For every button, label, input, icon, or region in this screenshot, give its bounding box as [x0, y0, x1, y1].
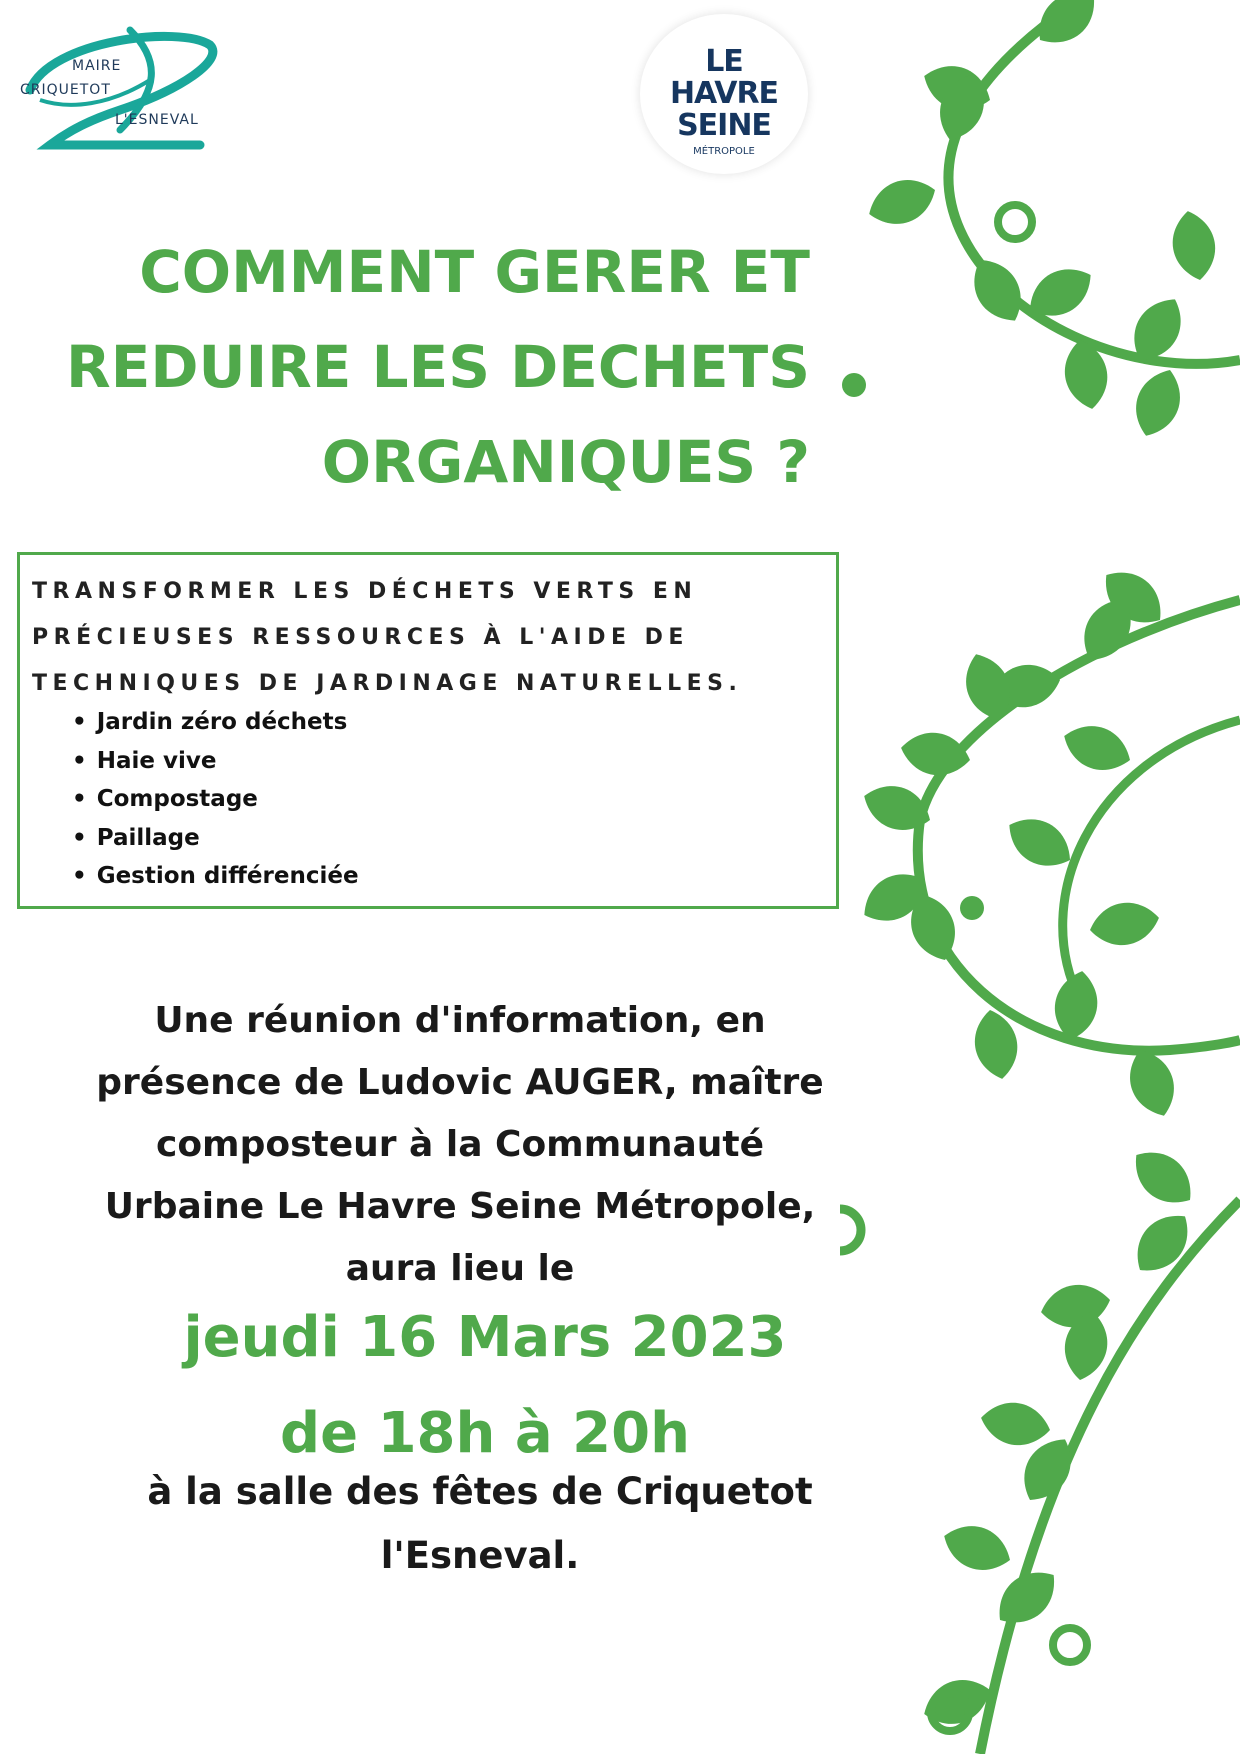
list-item: • Paillage	[72, 819, 359, 858]
place-line-2: l'Esneval.	[380, 1534, 580, 1577]
havre-logo-line-3: SEINE	[677, 108, 771, 143]
info-intro	[32, 569, 832, 707]
dot-icon	[960, 896, 984, 920]
meeting-line-4: Urbaine Le Havre Seine Métropole,	[104, 1186, 816, 1227]
ring-icon	[998, 205, 1032, 239]
list-item: • Gestion différenciée	[72, 857, 359, 896]
havre-metropole-logo	[640, 14, 808, 174]
meeting-line-3: composteur à la Communauté	[155, 1124, 765, 1165]
meeting-line-5: aura lieu le	[345, 1248, 575, 1289]
meeting-line-1: Une réunion d'information, en	[154, 1000, 766, 1041]
event-place	[10, 1460, 950, 1588]
dot-icon	[842, 373, 866, 397]
list-item: • Compostage	[72, 780, 359, 819]
havre-logo-line-2: HAVRE	[669, 76, 779, 111]
mairie-esneval-label: L'ESNEVAL	[115, 112, 199, 128]
place-line-1: à la salle des fêtes de Criquetot	[147, 1470, 813, 1513]
event-day: jeudi 16 Mars 2023	[183, 1305, 787, 1370]
info-box	[17, 552, 839, 909]
info-intro-line-3: TECHNIQUES DE JARDINAGE NATURELLES.	[32, 671, 743, 696]
list-item: • Haie vive	[72, 742, 359, 781]
ring-icon	[1053, 1628, 1087, 1662]
list-item: • Jardin zéro déchets	[72, 703, 359, 742]
havre-logo-line-4: MÉTROPOLE	[693, 146, 755, 157]
info-intro-line-1: TRANSFORMER LES DÉCHETS VERTS EN	[32, 579, 698, 604]
havre-logo-line-1: LE	[705, 44, 743, 79]
topic-list	[72, 703, 359, 896]
event-time: de 18h à 20h	[280, 1401, 690, 1466]
mairie-label: MAIRE	[72, 58, 122, 74]
event-date	[10, 1290, 960, 1482]
title-line-1: COMMENT GERER ET	[139, 238, 810, 306]
meeting-description	[10, 990, 910, 1300]
info-intro-line-2: PRÉCIEUSES RESSOURCES À L'AIDE DE	[32, 625, 689, 650]
title-line-2: REDUIRE LES DECHETS	[66, 333, 810, 401]
meeting-line-2: présence de Ludovic AUGER, maître	[96, 1062, 824, 1103]
title-line-3: ORGANIQUES ?	[321, 428, 810, 496]
mairie-logo	[10, 20, 235, 155]
page-title	[40, 225, 810, 510]
mairie-town-label: CRIQUETOT	[20, 82, 111, 98]
